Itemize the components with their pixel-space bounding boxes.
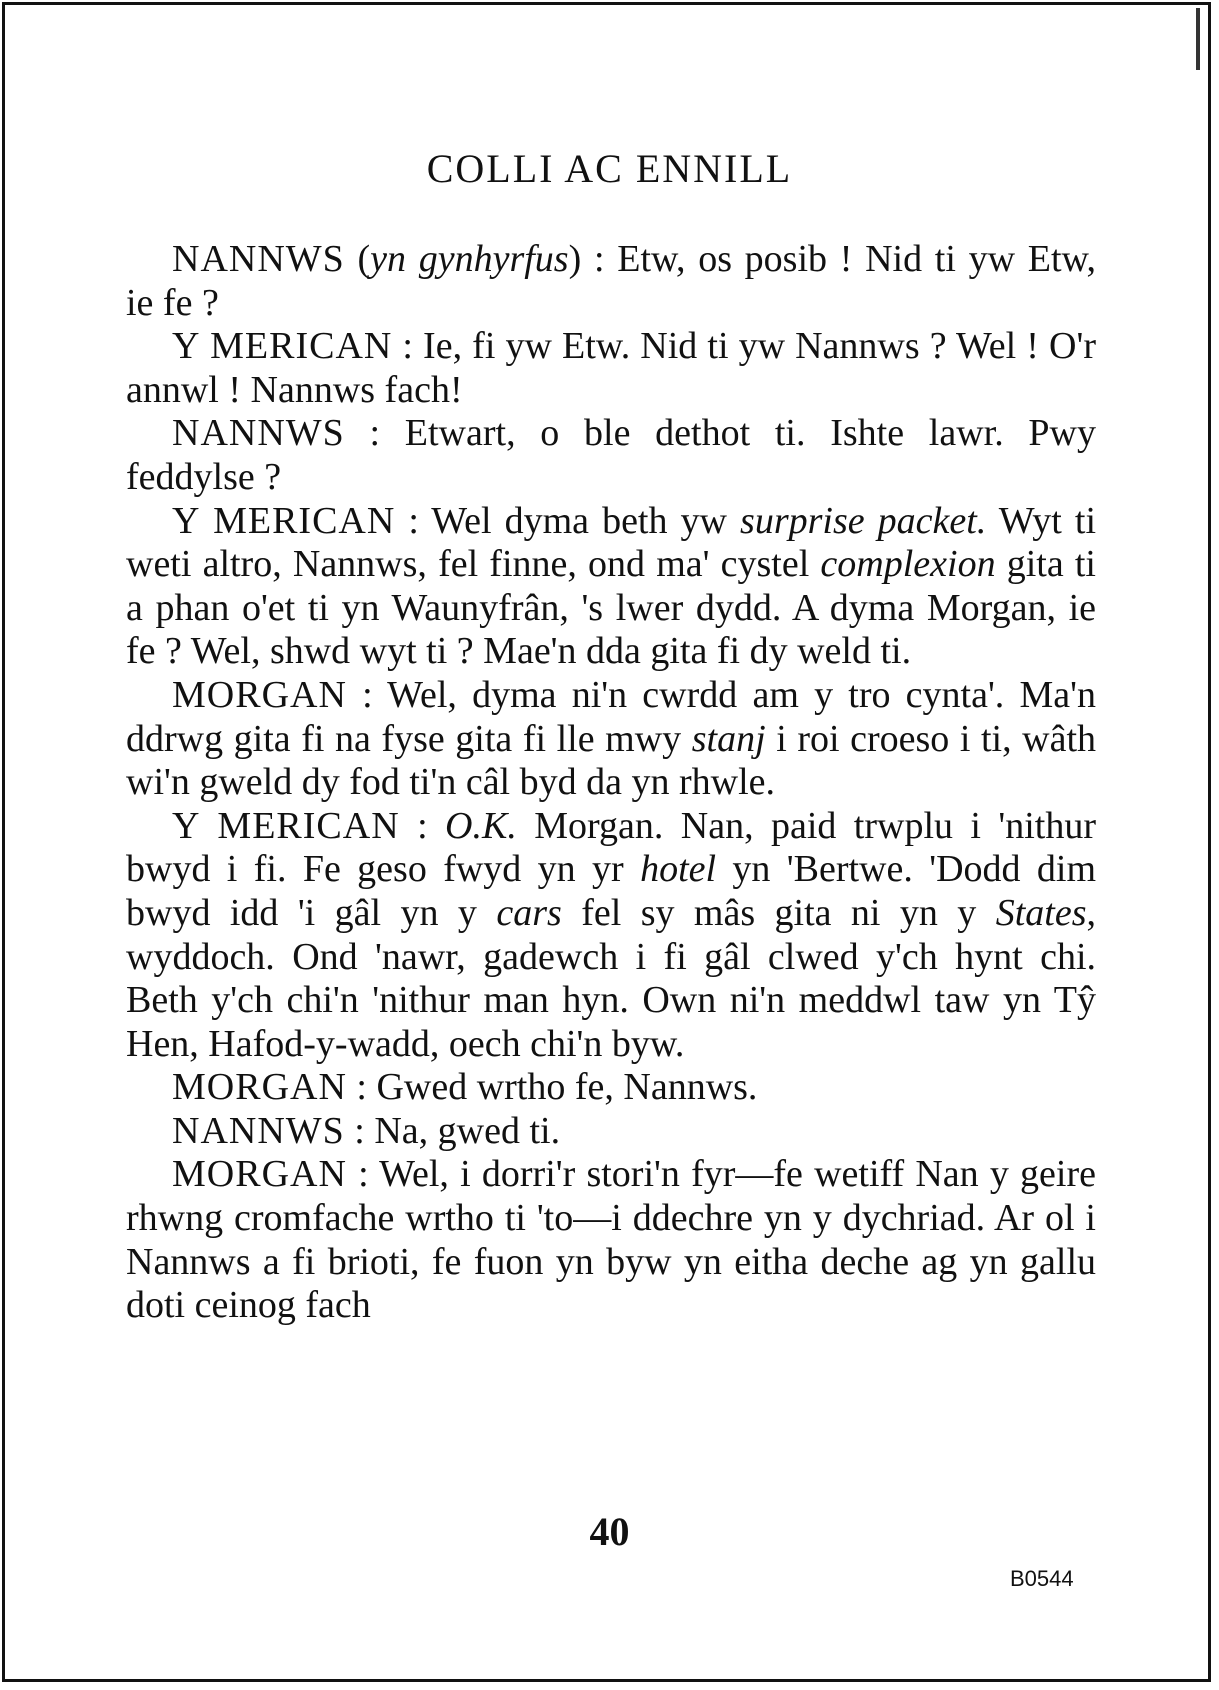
running-head: COLLI AC ENNILL xyxy=(426,146,793,191)
dialogue-text: Wyt ti weti altro, Nannws, fel finne, ond ma' cystel xyxy=(126,499,1097,586)
dialogue-text: Morgan. Nan, paid trwplu i 'nithur bwyd i fi. Fe geso fwyd yn yr xyxy=(126,804,1097,891)
archive-code: B0544 xyxy=(1010,1566,1074,1591)
italic-text: surprise packet. xyxy=(740,499,987,542)
italic-text: O.K. xyxy=(445,804,517,847)
dialogue-paragraph xyxy=(126,412,1096,499)
speaker-name: MORGAN xyxy=(172,1153,347,1196)
dialogue-text: : Wel dyma beth yw xyxy=(395,499,741,542)
play-text xyxy=(126,238,1096,1328)
scan-edge-mark xyxy=(1196,8,1200,70)
dialogue-paragraph xyxy=(126,500,1096,674)
dialogue-text: : Ie, fi yw Etw. Nid ti yw Nannws ? Wel ! O'r annwl ! Nannws fach! xyxy=(126,325,1096,411)
dialogue-text: : Etwart, o ble dethot ti. Ishte lawr. Pwy feddylse ? xyxy=(126,412,1096,498)
speaker-name: MORGAN xyxy=(172,673,347,716)
dialogue-text: gita ti a phan o'et ti yn Waunyfrân, 's lwer dydd. A dyma Morgan, ie fe ? Wel, shwd wyt ti ? Mae'n dda gita fi dy weld ti. xyxy=(126,543,1096,673)
dialogue-paragraph xyxy=(126,238,1096,325)
dialogue-paragraph xyxy=(126,674,1096,805)
italic-text: cars xyxy=(496,891,562,934)
dialogue-text: ) : Etw, os posib ! Nid ti yw Etw, ie fe ? xyxy=(126,238,1097,324)
speaker-name: Y MERICAN xyxy=(172,804,400,847)
dialogue-text: : Wel, dyma ni'n cwrdd am y tro cynta'. Ma'n ddrwg gita fi na fyse gita fi lle mwy xyxy=(126,673,1096,760)
dialogue-text: , wyddoch. Ond 'nawr, gadewch i fi gâl clwed y'ch hynt chi. Beth y'ch chi'n 'nithur man hyn. Own ni'n meddwl taw yn Tŷ Hen, Hafod-y-wadd, oech chi'n byw. xyxy=(126,891,1097,1065)
dialogue-text: yn 'Bertwe. 'Dodd dim bwyd idd 'i gâl yn y xyxy=(126,848,1096,934)
italic-text: States xyxy=(995,891,1087,934)
italic-text: hotel xyxy=(640,848,717,891)
speaker-name: NANNWS xyxy=(172,1109,345,1152)
dialogue-paragraph xyxy=(126,805,1096,1067)
dialogue-paragraph xyxy=(126,1066,1096,1110)
page-number: 40 xyxy=(589,1509,630,1554)
dialogue-text: : Gwed wrtho fe, Nannws. xyxy=(346,1066,758,1109)
speaker-name: Y MERICAN xyxy=(172,499,396,542)
dialogue-text: : Na, gwed ti. xyxy=(344,1109,561,1152)
italic-text: stanj xyxy=(691,717,766,760)
speaker-name: NANNWS xyxy=(172,412,345,455)
dialogue-paragraph xyxy=(126,1110,1096,1154)
dialogue-text: : Wel, i dorri'r stori'n fyr—fe wetiff Nan y geire rhwng cromfache wrtho ti 'to—i ddechre yn y dychriad. Ar ol i Nannws a fi brioti, fe fuon yn byw yn eitha deche ag yn gallu doti ceinog fach xyxy=(126,1153,1096,1327)
dialogue-text: i roi croeso i ti, wâth wi'n gweld dy fod ti'n câl byd da yn rhwle. xyxy=(126,717,1097,804)
speaker-name: Y MERICAN xyxy=(172,325,393,368)
dialogue-text: ( xyxy=(344,238,371,280)
italic-text: yn gynhyrfus xyxy=(370,238,569,280)
dialogue-paragraph xyxy=(126,1153,1096,1327)
italic-text: complexion xyxy=(820,543,996,586)
dialogue-paragraph xyxy=(126,325,1096,412)
dialogue-text: fel sy mâs gita ni yn y xyxy=(561,891,996,934)
speaker-name: NANNWS xyxy=(172,238,345,280)
speaker-name: MORGAN xyxy=(172,1066,347,1109)
dialogue-text: : xyxy=(399,804,446,847)
